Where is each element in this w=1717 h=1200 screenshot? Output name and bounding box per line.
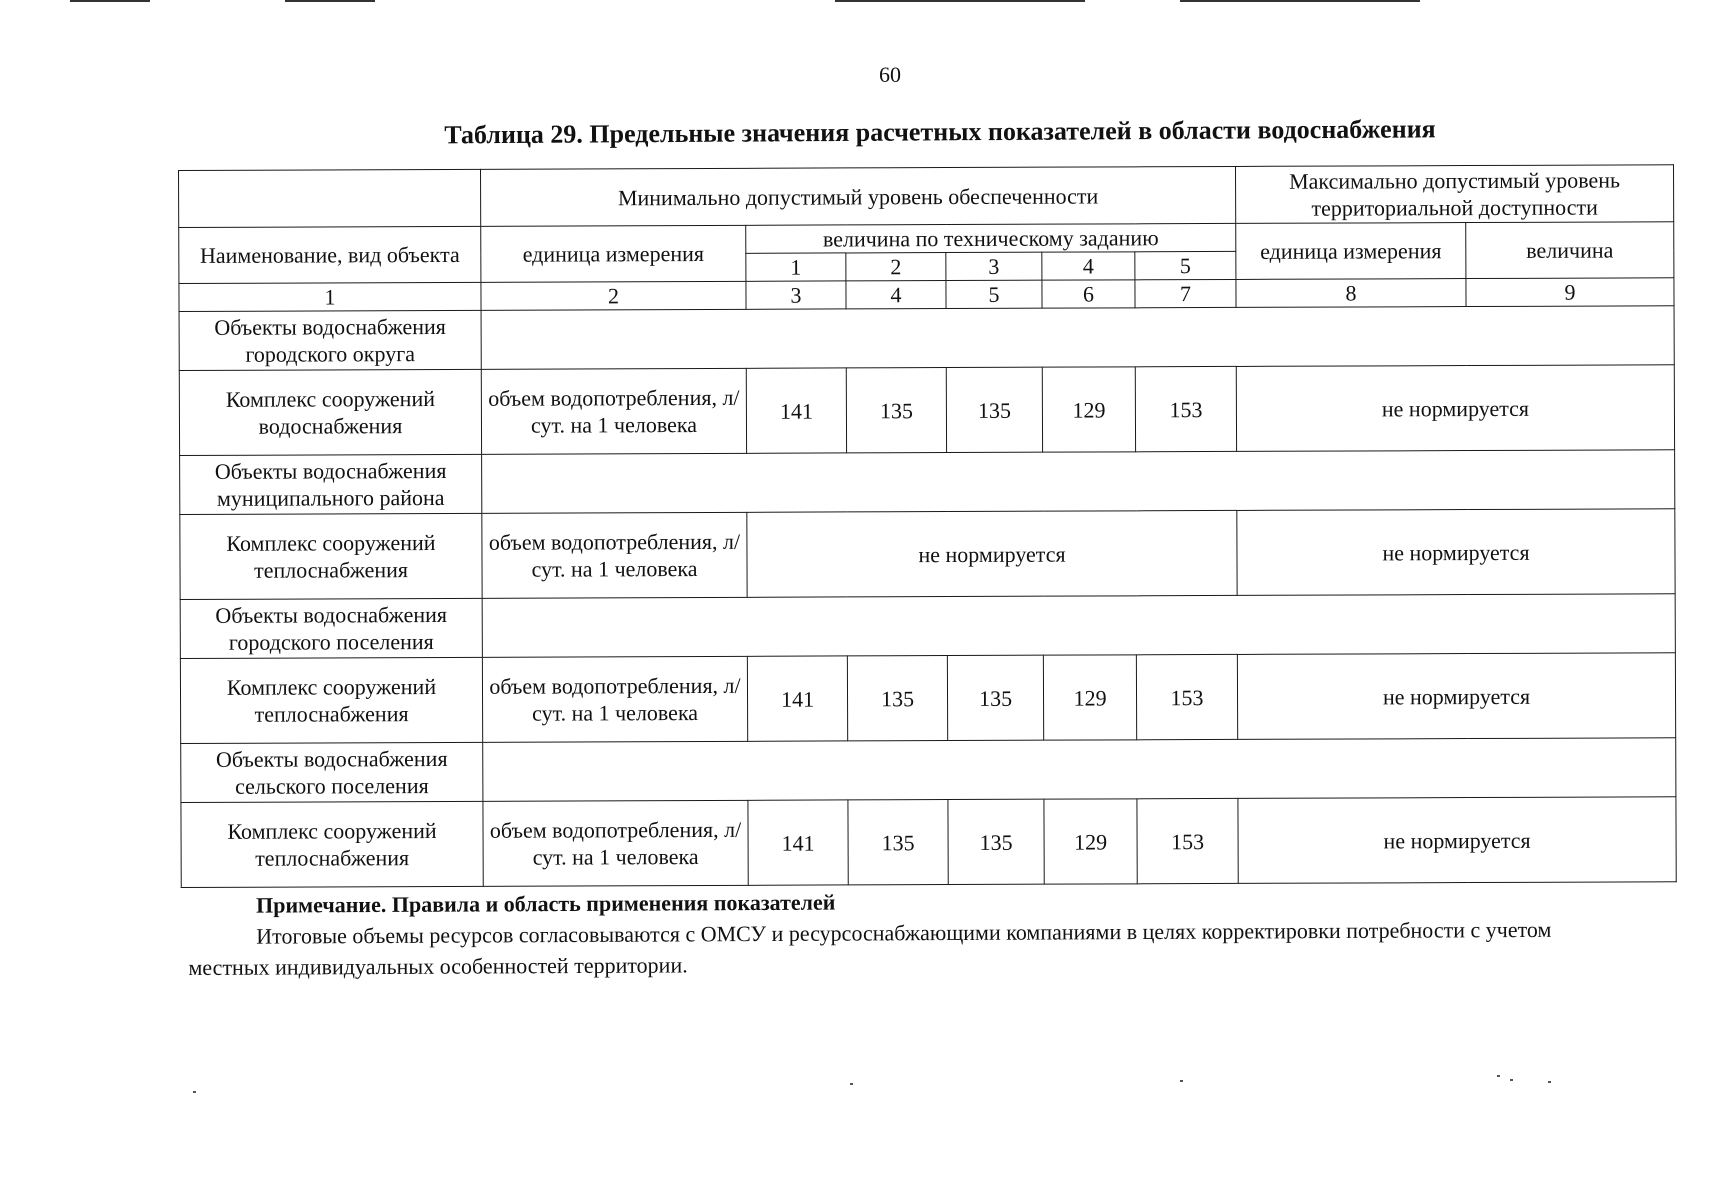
value-cell: 141 bbox=[747, 656, 847, 741]
access-cell: не нормируется bbox=[1238, 797, 1676, 884]
table-row bbox=[181, 797, 1676, 888]
object-unit: объем водопотребления, л/сут. на 1 человека bbox=[482, 512, 747, 598]
value-cell: 153 bbox=[1135, 366, 1236, 451]
norms-table-container bbox=[178, 164, 1676, 888]
header-name-col: Наименование, вид объекта bbox=[179, 226, 481, 283]
object-unit: объем водопотребления, л/сут. на 1 человека bbox=[482, 656, 747, 742]
header-unit-2: единица измерения bbox=[1236, 223, 1466, 280]
value-cell: 135 bbox=[846, 368, 946, 453]
column-number: 1 bbox=[179, 282, 481, 311]
group-label: Объекты водоснабжения муниципального района bbox=[180, 454, 482, 514]
scan-speck bbox=[1497, 1075, 1500, 1077]
group-row bbox=[181, 738, 1676, 803]
table-title: Таблица 29. Предельные значения расчетных показателей в области водоснабжения bbox=[444, 114, 1436, 150]
value-cell: 135 bbox=[848, 800, 948, 885]
scan-edge-mark bbox=[1180, 0, 1420, 2]
column-number: 8 bbox=[1236, 279, 1466, 308]
table-row bbox=[179, 365, 1674, 456]
object-unit: объем водопотребления, л/сут. на 1 человека bbox=[481, 368, 746, 454]
value-cell: 153 bbox=[1136, 654, 1237, 739]
group-empty-cell bbox=[481, 306, 1674, 370]
scan-speck bbox=[193, 1091, 196, 1093]
header-tech-value: величина по техническому заданию bbox=[746, 223, 1236, 253]
value-cell: 135 bbox=[947, 655, 1043, 740]
access-cell: не нормируется bbox=[1237, 509, 1675, 596]
group-label: Объекты водоснабжения сельского поселения bbox=[181, 742, 483, 802]
object-unit: объем водопотребления, л/сут. на 1 человека bbox=[483, 800, 748, 886]
note-heading: Примечание. Правила и область применения показателей bbox=[256, 889, 836, 918]
header-tech-sub: 2 bbox=[846, 253, 946, 281]
scan-speck bbox=[1510, 1079, 1513, 1081]
value-cell: 141 bbox=[746, 368, 846, 453]
scan-speck bbox=[1548, 1081, 1551, 1083]
column-number: 7 bbox=[1135, 279, 1236, 307]
group-row bbox=[180, 594, 1675, 659]
column-number: 6 bbox=[1042, 280, 1135, 308]
table-row bbox=[180, 509, 1675, 600]
page-number: 60 bbox=[879, 62, 901, 87]
header-min-level: Минимально допустимый уровень обеспеченности bbox=[480, 166, 1235, 226]
value-cell: 141 bbox=[748, 800, 848, 885]
scan-edge-mark bbox=[285, 0, 375, 2]
header-unit: единица измерения bbox=[481, 225, 746, 282]
column-number: 5 bbox=[946, 280, 1042, 308]
header-tech-sub: 4 bbox=[1042, 252, 1135, 280]
note-text: Итоговые объемы ресурсов согласовываются с ОМСУ и ресурсоснабжающими компаниями в целях корректировки потребности с учетом местных индивидуальных особенностей территории. bbox=[188, 916, 1552, 980]
column-number: 4 bbox=[846, 281, 946, 309]
norms-table bbox=[178, 164, 1677, 888]
header-max-access: Максимально допустимый уровень территориальной доступности bbox=[1235, 165, 1673, 224]
scan-speck bbox=[850, 1083, 853, 1085]
header-tech-sub: 1 bbox=[746, 253, 846, 281]
group-row bbox=[180, 450, 1675, 515]
access-cell: не нормируется bbox=[1236, 365, 1674, 452]
column-number: 2 bbox=[481, 281, 746, 310]
object-name: Комплекс сооружений теплоснабжения bbox=[181, 801, 483, 887]
object-name: Комплекс сооружений водоснабжения bbox=[179, 369, 481, 455]
object-name: Комплекс сооружений теплоснабжения bbox=[180, 513, 482, 599]
value-cell: 129 bbox=[1043, 655, 1136, 740]
merged-values-cell: не нормируется bbox=[747, 510, 1237, 597]
group-label: Объекты водоснабжения городского поселения bbox=[180, 598, 482, 658]
header-tech-sub: 3 bbox=[946, 252, 1042, 280]
group-row bbox=[179, 306, 1674, 371]
scan-edge-mark bbox=[835, 0, 1085, 2]
value-cell: 135 bbox=[948, 799, 1044, 884]
column-number: 3 bbox=[746, 281, 846, 309]
note-block bbox=[188, 883, 1618, 983]
header-row-mid bbox=[179, 222, 1674, 256]
header-tech-sub: 5 bbox=[1135, 251, 1236, 279]
header-value-2: величина bbox=[1466, 222, 1674, 279]
group-empty-cell bbox=[483, 738, 1676, 802]
value-cell: 153 bbox=[1137, 798, 1238, 883]
value-cell: 129 bbox=[1042, 367, 1135, 452]
header-empty-cell bbox=[179, 169, 481, 227]
access-cell: не нормируется bbox=[1237, 653, 1675, 740]
object-name: Комплекс сооружений теплоснабжения bbox=[180, 657, 482, 743]
group-label: Объекты водоснабжения городского округа bbox=[179, 310, 481, 370]
value-cell: 135 bbox=[946, 367, 1042, 452]
scan-speck bbox=[1180, 1080, 1183, 1082]
scan-edge-mark bbox=[70, 0, 150, 2]
column-number: 9 bbox=[1466, 278, 1674, 307]
value-cell: 135 bbox=[847, 656, 947, 741]
value-cell: 129 bbox=[1044, 799, 1137, 884]
group-empty-cell bbox=[482, 594, 1675, 658]
header-row-top bbox=[179, 165, 1674, 228]
table-row bbox=[180, 653, 1675, 744]
group-empty-cell bbox=[482, 450, 1675, 514]
